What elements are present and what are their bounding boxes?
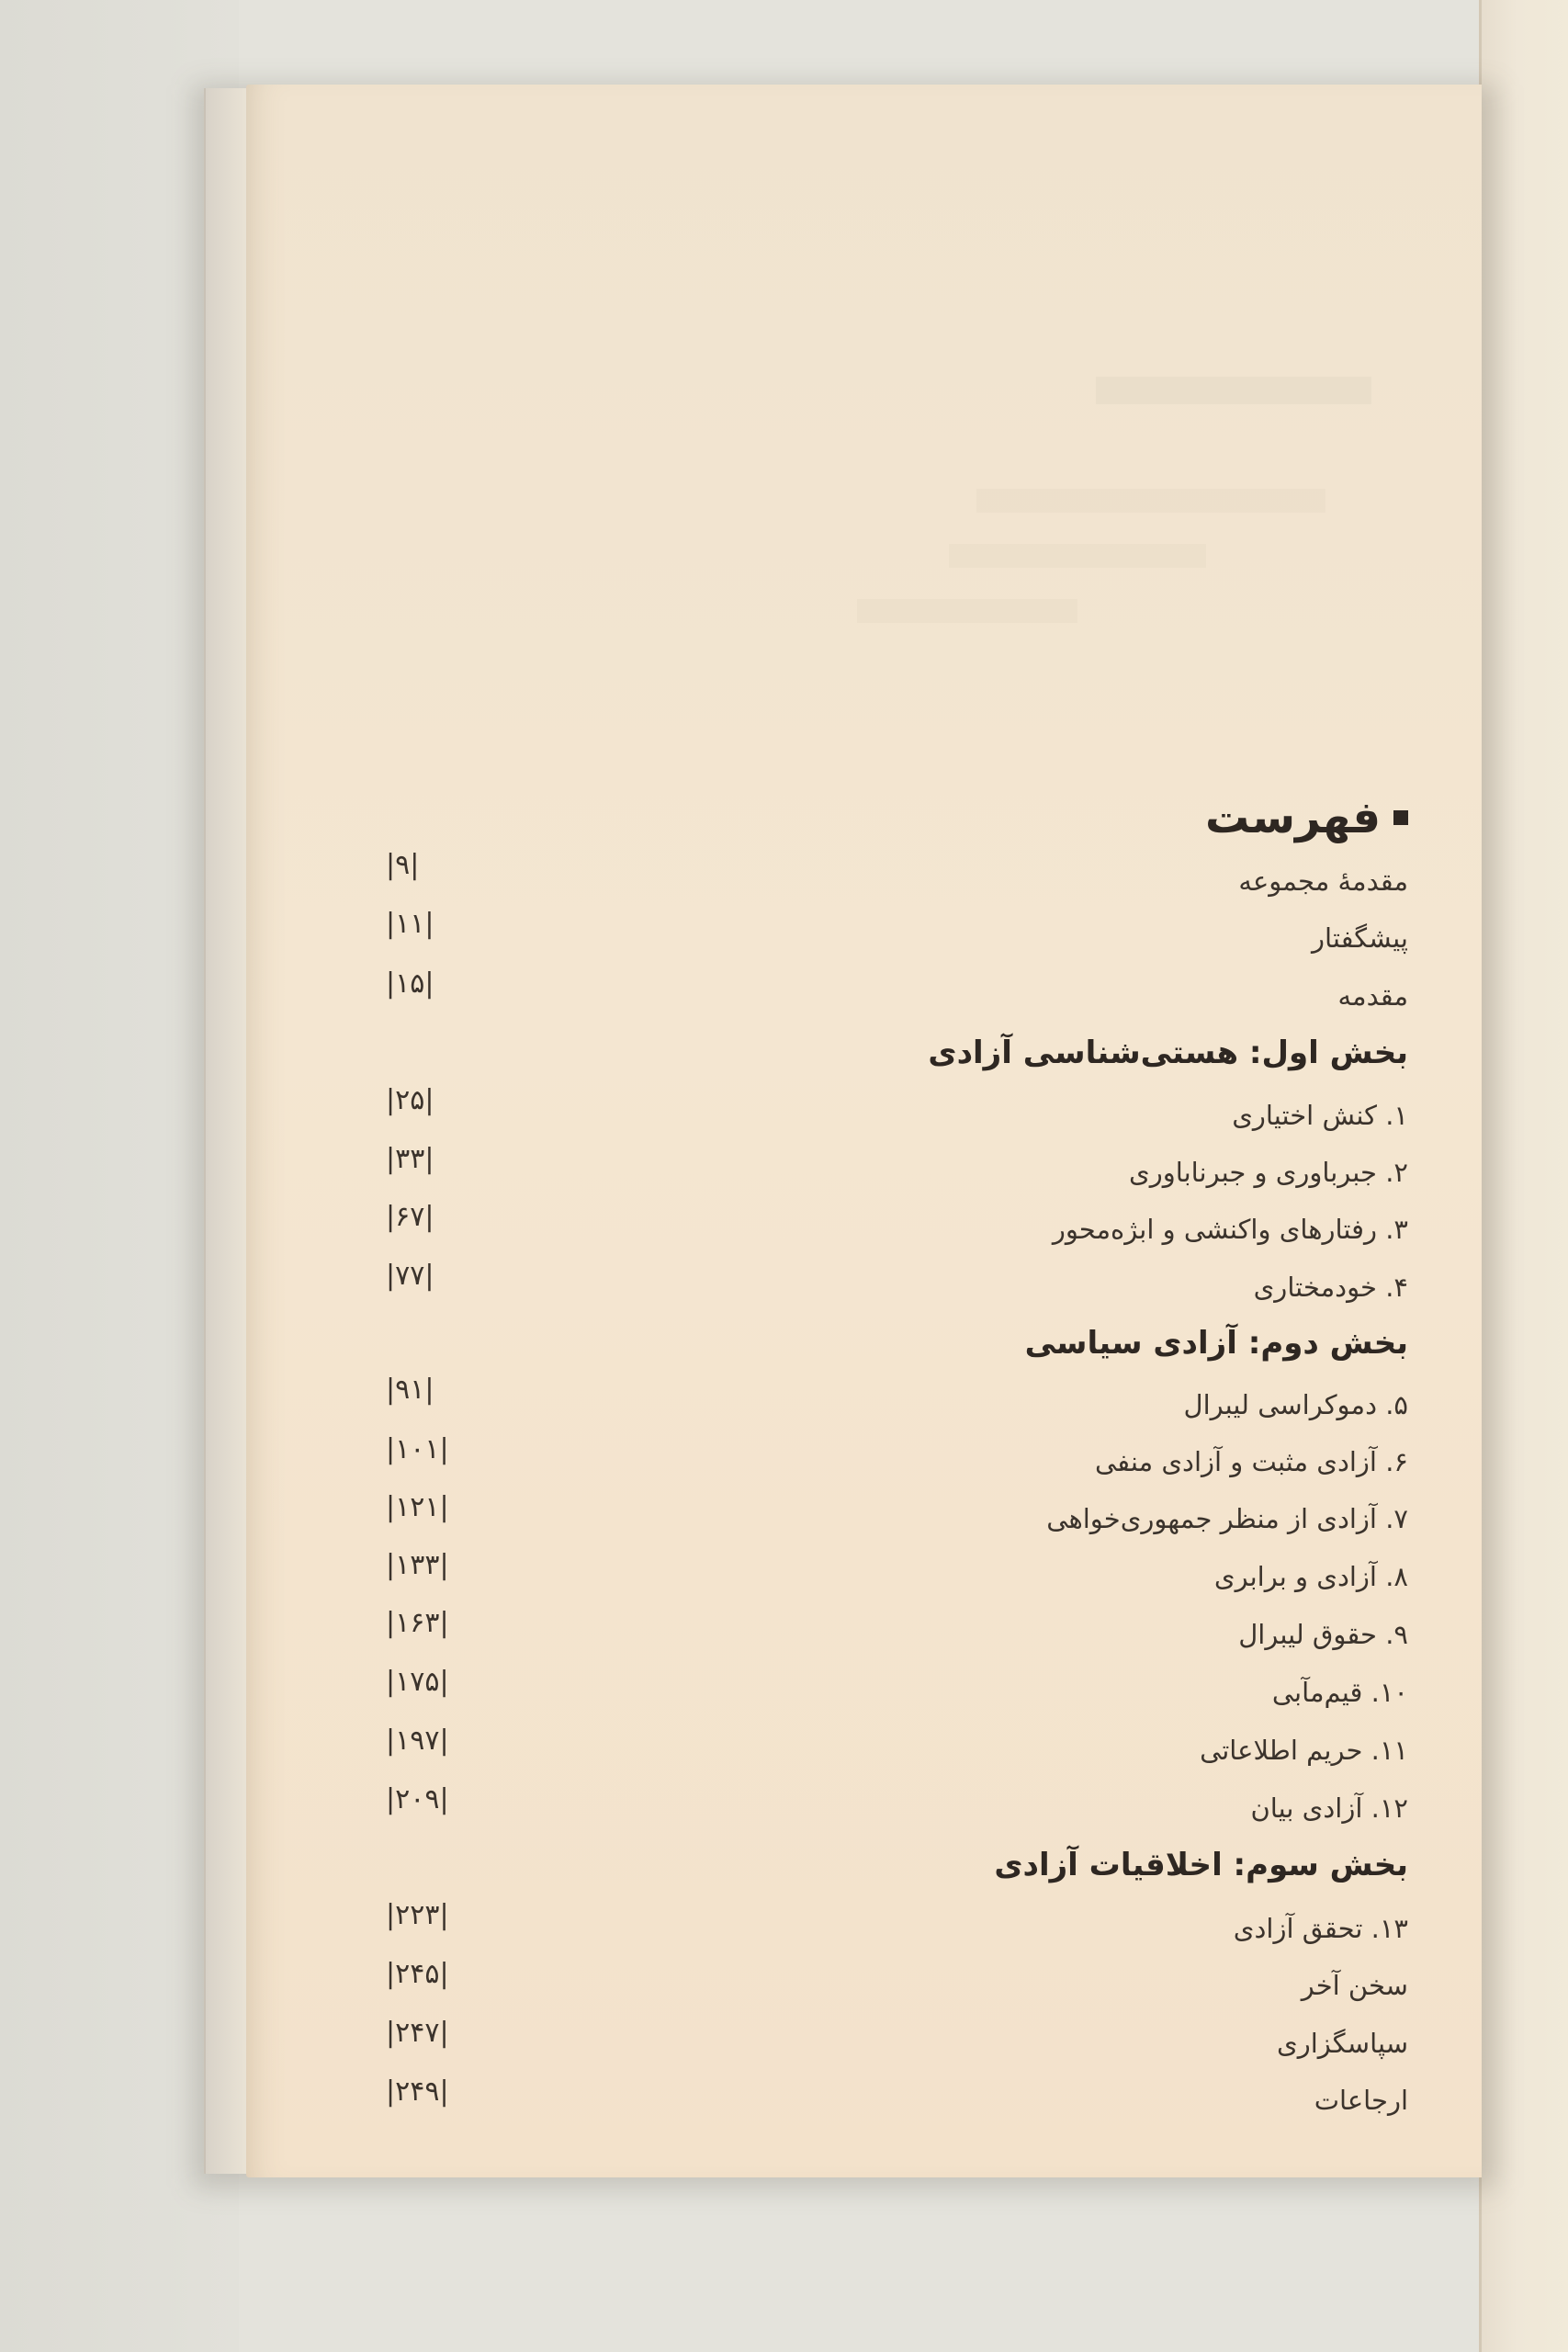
- toc-entry: ۱۲. آزادی بیان: [1250, 1792, 1408, 1824]
- toc-entry: سپاسگزاری: [1277, 2028, 1408, 2059]
- toc-page-number: |۱۱|: [386, 908, 434, 940]
- toc-page-number: |۲۴۹|: [386, 2075, 449, 2108]
- toc-title-text: فهرست: [1205, 792, 1381, 843]
- toc-page-number: |۱۷۵|: [386, 1666, 449, 1698]
- toc-page-number: |۳۳|: [386, 1143, 434, 1175]
- toc-entry: ۲. جبرباوری و جبرناباوری: [1129, 1157, 1408, 1188]
- book-page: [246, 85, 1482, 2177]
- table-of-contents: [246, 85, 1482, 2177]
- toc-section-heading: بخش سوم: اخلاقیات آزادی: [994, 1847, 1408, 1883]
- toc-page-number: |۲۴۵|: [386, 1958, 449, 1990]
- toc-entry: ۵. دموکراسی لیبرال: [1183, 1389, 1408, 1420]
- toc-entry: ۷. آزادی از منظر جمهوری‌خواهی: [1046, 1503, 1408, 1534]
- toc-entry: سخن آخر: [1301, 1970, 1408, 2001]
- toc-entry: ۳. رفتارهای واکنشی و ابژه‌محور: [1052, 1214, 1408, 1245]
- toc-page-number: |۱۲۱|: [386, 1491, 449, 1523]
- toc-page-number: |۱۰۱|: [386, 1433, 449, 1465]
- toc-entry: ۶. آزادی مثبت و آزادی منفی: [1095, 1446, 1408, 1477]
- toc-entry: ارجاعات: [1314, 2085, 1408, 2116]
- toc-page-number: |۷۷|: [386, 1260, 434, 1292]
- toc-entry: ۴. خودمختاری: [1253, 1272, 1408, 1303]
- toc-page-number: |۲۰۹|: [386, 1783, 449, 1815]
- toc-page-number: |۱۵|: [386, 967, 434, 1000]
- toc-title: [1205, 792, 1408, 843]
- toc-entry: مقدمهٔ مجموعه: [1238, 865, 1408, 897]
- toc-entry: ۱۱. حریم اطلاعاتی: [1200, 1735, 1408, 1766]
- toc-entry: مقدمه: [1337, 980, 1408, 1012]
- title-bullet-icon: [1393, 810, 1408, 825]
- toc-page-number: |۹|: [386, 849, 420, 881]
- toc-page-number: |۲۲۳|: [386, 1899, 449, 1931]
- toc-page-number: |۱۶۳|: [386, 1607, 449, 1639]
- toc-page-number: |۲۵|: [386, 1084, 434, 1116]
- toc-entry: ۱۳. تحقق آزادی: [1233, 1913, 1408, 1944]
- toc-entry: ۱۰. قیم‌مآبی: [1271, 1677, 1408, 1708]
- toc-entry: ۸. آزادی و برابری: [1213, 1561, 1408, 1592]
- toc-page-number: |۹۱|: [386, 1374, 434, 1406]
- toc-section-heading: بخش اول: هستی‌شناسی آزادی: [928, 1035, 1408, 1071]
- toc-page-number: |۲۴۷|: [386, 2017, 449, 2049]
- toc-entry: ۱. کنش اختیاری: [1232, 1100, 1408, 1131]
- toc-page-number: |۱۳۳|: [386, 1549, 449, 1581]
- toc-section-heading: بخش دوم: آزادی سیاسی: [1024, 1325, 1408, 1362]
- toc-entry: پیشگفتار: [1312, 922, 1408, 954]
- toc-page-number: |۶۷|: [386, 1201, 434, 1233]
- toc-page-number: |۱۹۷|: [386, 1724, 449, 1757]
- toc-entry: ۹. حقوق لیبرال: [1238, 1619, 1408, 1650]
